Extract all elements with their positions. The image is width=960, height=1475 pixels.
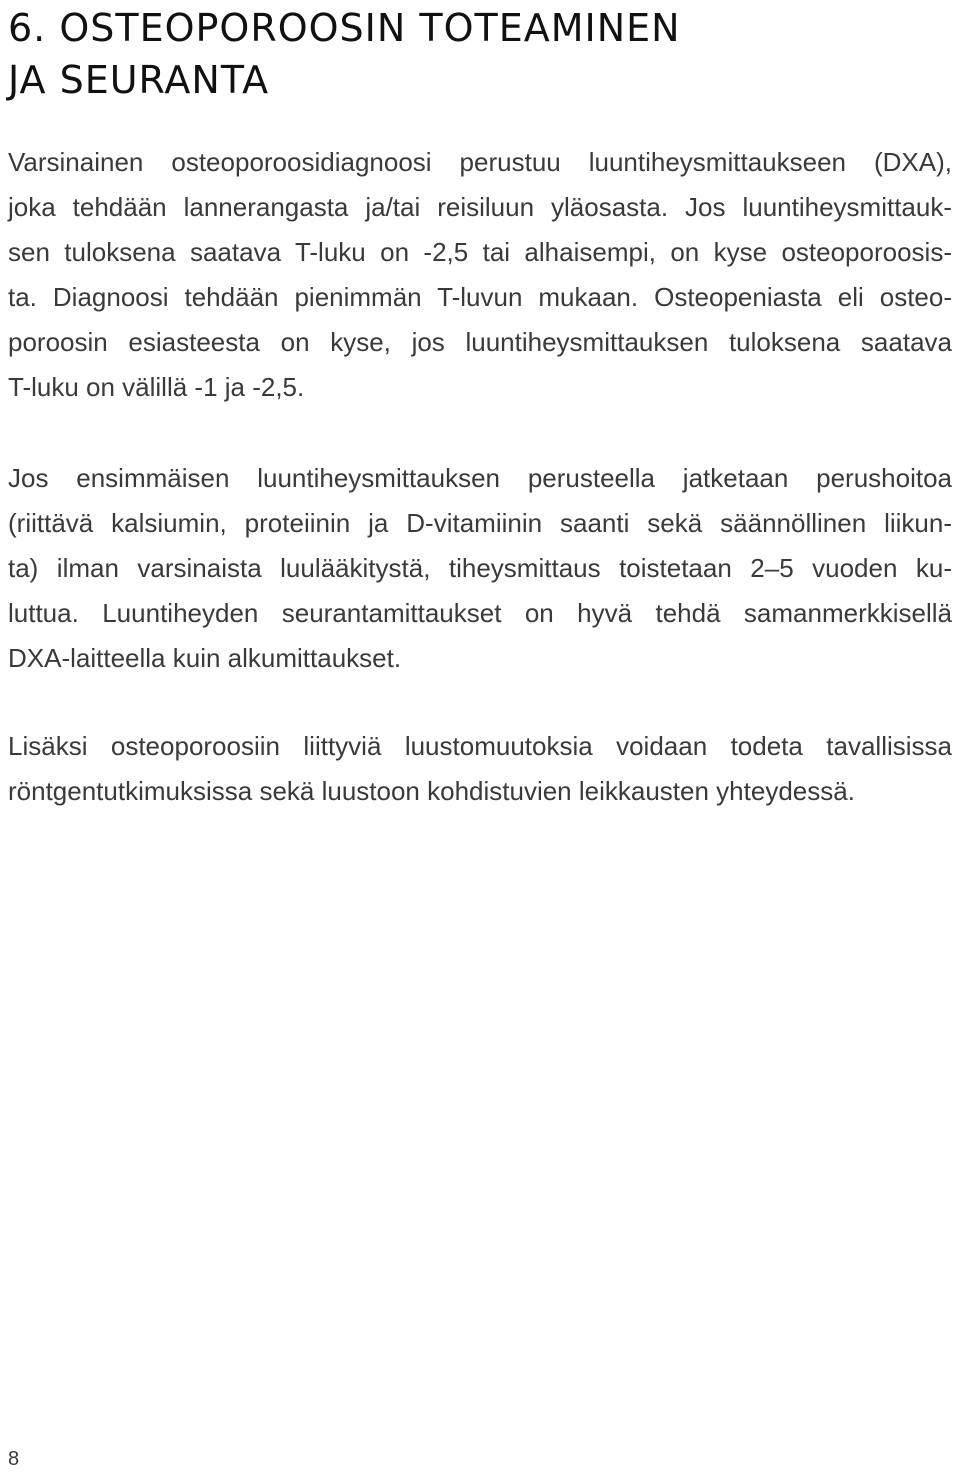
text-line: luttua. Luuntiheyden seurantamittaukset on hyvä tehdä samanmerkkisellä (8, 598, 952, 628)
text-line: Lisäksi osteoporoosiin liittyviä luustomuutoksia voidaan todeta tavallisissa (8, 731, 952, 761)
text-line: röntgentutkimuksissa sekä luustoon kohdistuvien leikkausten yhteydessä. (8, 776, 855, 806)
chapter-heading-line-1: 6. OSTEOPOROOSIN TOTEAMINEN (8, 6, 681, 50)
text-line: ta) ilman varsinaista luulääkitystä, tiheysmittaus toistetaan 2–5 vuoden ku- (8, 553, 952, 583)
text-line: poroosin esiasteesta on kyse, jos luuntiheysmittauksen tuloksena saatava (8, 327, 952, 357)
text-line: Varsinainen osteoporoosidiagnoosi perustuu luuntiheysmittaukseen (DXA), (8, 147, 952, 177)
text-line: DXA-laitteella kuin alkumittaukset. (8, 643, 402, 673)
text-line: Jos ensimmäisen luuntiheysmittauksen perusteella jatketaan perushoitoa (8, 463, 952, 493)
paragraph-follow-up (8, 456, 952, 681)
chapter-heading-line-2: JA SEURANTA (8, 58, 270, 102)
paragraph-xray (8, 724, 952, 814)
page-number: 8 (8, 1448, 20, 1470)
paragraph-diagnosis (8, 140, 952, 410)
text-line: sen tuloksena saatava T-luku on -2,5 tai alhaisempi, on kyse osteoporoosis- (8, 237, 952, 267)
text-line: (riittävä kalsiumin, proteiinin ja D-vitamiinin saanti sekä säännöllinen liikun- (8, 508, 952, 538)
text-line: joka tehdään lannerangasta ja/tai reisiluun yläosasta. Jos luuntiheysmittauk- (8, 192, 952, 222)
chapter-heading (8, 2, 948, 106)
text-line: ta. Diagnoosi tehdään pienimmän T-luvun mukaan. Osteopeniasta eli osteo- (8, 282, 952, 312)
text-line: T-luku on välillä -1 ja -2,5. (8, 372, 305, 402)
